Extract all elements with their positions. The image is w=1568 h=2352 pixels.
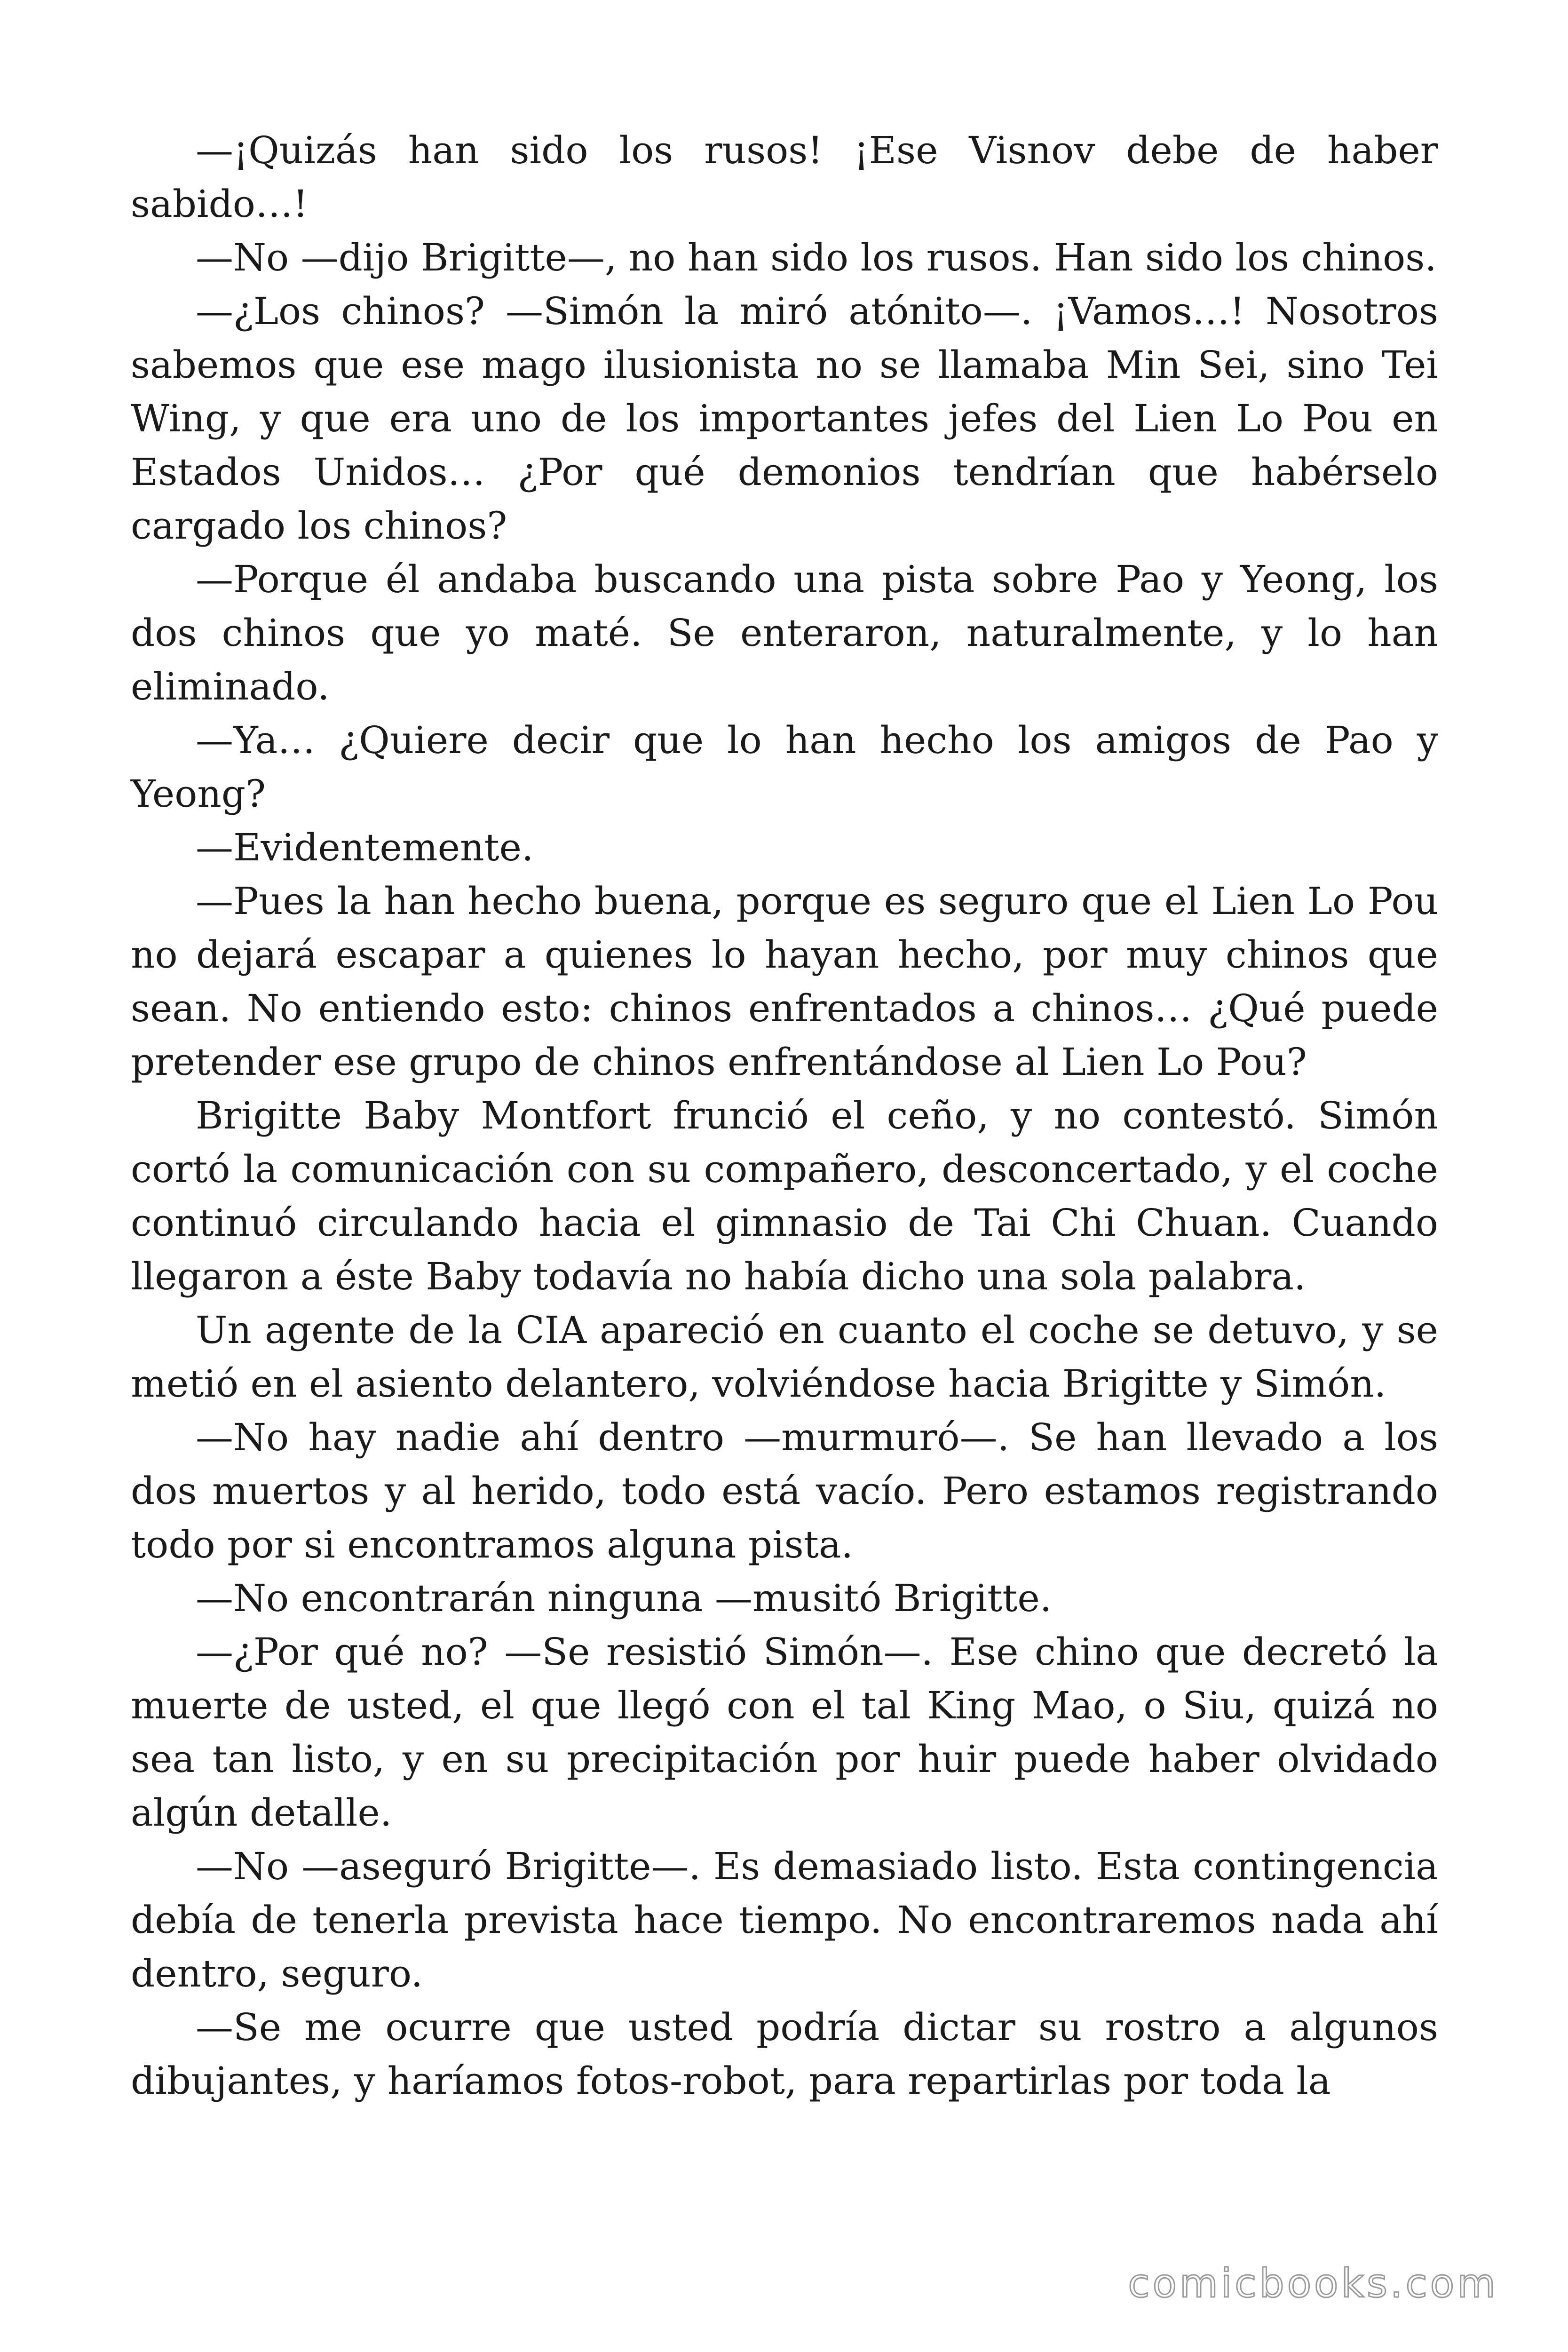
paragraph: Brigitte Baby Montfort frunció el ceño, y no contestó. Simón cortó la comunicación con su compañero, desconcertado, y el coche continuó circulando hacia el gimnasio de Tai Chi Chuan. Cuando llegaron a éste Baby todavía no había dicho una sola palabra. [131, 1094, 1438, 1298]
paragraph: —¿Los chinos? —Simón la miró atónito—. ¡Vamos…! Nosotros sabemos que ese mago ilusionista no se llamaba Min Sei, sino Tei Wing, y que era uno de los importantes jefes del Lien Lo Pou en Estados Unidos… ¿Por qué demonios tendrían que habérselo cargado los chinos? [131, 289, 1438, 548]
watermark: comicbooks.com [1128, 2260, 1498, 2306]
paragraph: —No —aseguró Brigitte—. Es demasiado listo. Esta contingencia debía de tenerla prevista hace tiempo. No encontraremos nada ahí dentro, seguro. [131, 1844, 1438, 1995]
paragraph: —No hay nadie ahí dentro —murmuró—. Se han llevado a los dos muertos y al herido, todo está vacío. Pero estamos registrando todo por si encontramos alguna pista. [131, 1415, 1438, 1566]
paragraph: —No —dijo Brigitte—, no han sido los rusos. Han sido los chinos. [196, 236, 1437, 279]
paragraph: —Evidentemente. [196, 826, 534, 869]
paragraph-last: —Se me ocurre que usted podría dictar su rostro a algunos dibujantes, y haríamos fotos-robot, para repartirlas por toda la [131, 2005, 1438, 2103]
paragraph: Un agente de la CIA apareció en cuanto el coche se detuvo, y se metió en el asiento delantero, volviéndose hacia Brigitte y Simón. [131, 1308, 1438, 1406]
paragraph: —Porque él andaba buscando una pista sobre Pao y Yeong, los dos chinos que yo maté. Se enteraron, naturalmente, y lo han eliminado. [131, 557, 1438, 708]
page-text-body [131, 124, 1438, 2108]
paragraph: —No encontrarán ninguna —musitó Brigitte. [196, 1576, 1052, 1620]
paragraph: —Ya… ¿Quiere decir que lo han hecho los amigos de Pao y Yeong? [131, 718, 1438, 816]
paragraph: —Pues la han hecho buena, porque es seguro que el Lien Lo Pou no dejará escapar a quienes lo hayan hecho, por muy chinos que sean. No entiendo esto: chinos enfrentados a chinos… ¿Qué puede pretender ese grupo de chinos enfrentándose al Lien Lo Pou? [131, 879, 1438, 1084]
paragraph: —¡Quizás han sido los rusos! ¡Ese Visnov debe de haber sabido…! [131, 128, 1438, 226]
paragraph: —¿Por qué no? —Se resistió Simón—. Ese chino que decretó la muerte de usted, el que llegó con el tal King Mao, o Siu, quizá no sea tan listo, y en su precipitación por huir puede haber olvidado algún detalle. [131, 1630, 1438, 1835]
